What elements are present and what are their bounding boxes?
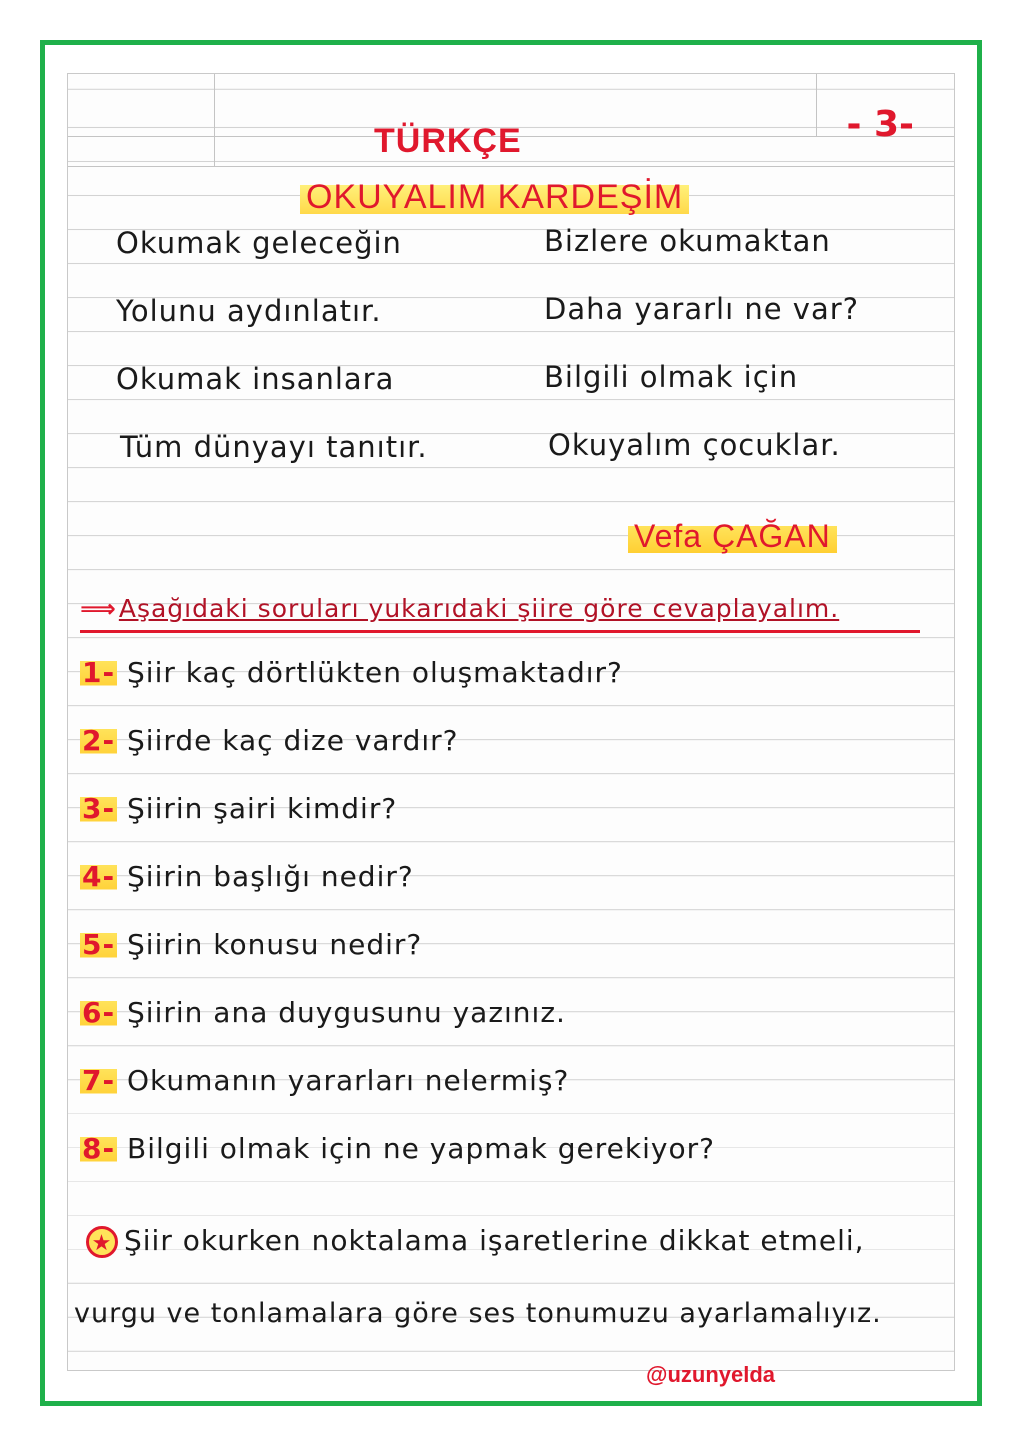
question-number: 7- xyxy=(82,1064,116,1097)
header-divider xyxy=(214,74,215,166)
instruction-underline xyxy=(80,630,920,633)
question-text: Şiirin ana duygusunu yazınız. xyxy=(127,996,566,1029)
arrow-icon: ⟹ xyxy=(80,594,117,623)
question-number: 8- xyxy=(82,1132,116,1165)
instruction-text: Aşağıdaki soruları yukarıdaki şiire göre cevaplayalım. xyxy=(118,594,840,623)
question-text: Şiirde kaç dize vardır? xyxy=(127,724,459,757)
poem-line: Daha yararlı ne var? xyxy=(544,292,860,326)
question-text: Şiirin konusu nedir? xyxy=(127,928,423,961)
poem-line: Okumak geleceğin xyxy=(116,226,402,260)
poem-line: Okumak insanlara xyxy=(116,362,395,396)
poem-line: Tüm dünyayı tanıtır. xyxy=(120,430,428,464)
notebook-paper xyxy=(67,73,955,1387)
note-text: Şiir okurken noktalama işaretlerine dikkat etmeli, xyxy=(124,1224,865,1257)
header-divider xyxy=(816,74,817,136)
page-frame xyxy=(40,40,982,1406)
question-number: 2- xyxy=(82,724,116,757)
question-number: 1- xyxy=(82,656,116,689)
question-number: 3- xyxy=(82,792,116,825)
question-text: Bilgili olmak için ne yapmak gerekiyor? xyxy=(127,1132,715,1165)
question-item xyxy=(80,1132,715,1165)
poem-author: Vefa ÇAĞAN xyxy=(628,518,837,555)
question-text: Okumanın yararları nelermiş? xyxy=(127,1064,570,1097)
poem-title: OKUYALIM KARDEŞİM xyxy=(300,178,689,217)
question-number: 4- xyxy=(82,860,116,893)
question-item xyxy=(80,928,422,961)
question-text: Şiir kaç dörtlükten oluşmaktadır? xyxy=(127,656,623,689)
instruction xyxy=(80,594,839,623)
question-item xyxy=(80,792,397,825)
question-item xyxy=(80,1064,569,1097)
question-item xyxy=(80,656,623,689)
header-rule xyxy=(68,166,954,167)
page-number: - 3- xyxy=(846,104,914,145)
poem-line: Bizlere okumaktan xyxy=(544,224,831,258)
note-line-1 xyxy=(86,1224,865,1258)
question-text: Şiirin başlığı nedir? xyxy=(127,860,414,893)
subject-title: TÜRKÇE xyxy=(374,122,522,160)
note-line-2: vurgu ve tonlamalara göre ses tonumuzu ayarlamalıyız. xyxy=(74,1298,882,1329)
question-item xyxy=(80,860,414,893)
question-text: Şiirin şairi kimdir? xyxy=(127,792,398,825)
poem-line: Okuyalım çocuklar. xyxy=(548,428,841,462)
question-number: 6- xyxy=(82,996,116,1029)
question-item xyxy=(80,724,459,757)
question-item xyxy=(80,996,566,1029)
star-icon: ★ xyxy=(86,1226,118,1258)
question-number: 5- xyxy=(82,928,116,961)
poem-line: Bilgili olmak için xyxy=(544,360,799,394)
author-watermark: @uzunyelda xyxy=(646,1362,776,1387)
poem-line: Yolunu aydınlatır. xyxy=(116,294,382,328)
